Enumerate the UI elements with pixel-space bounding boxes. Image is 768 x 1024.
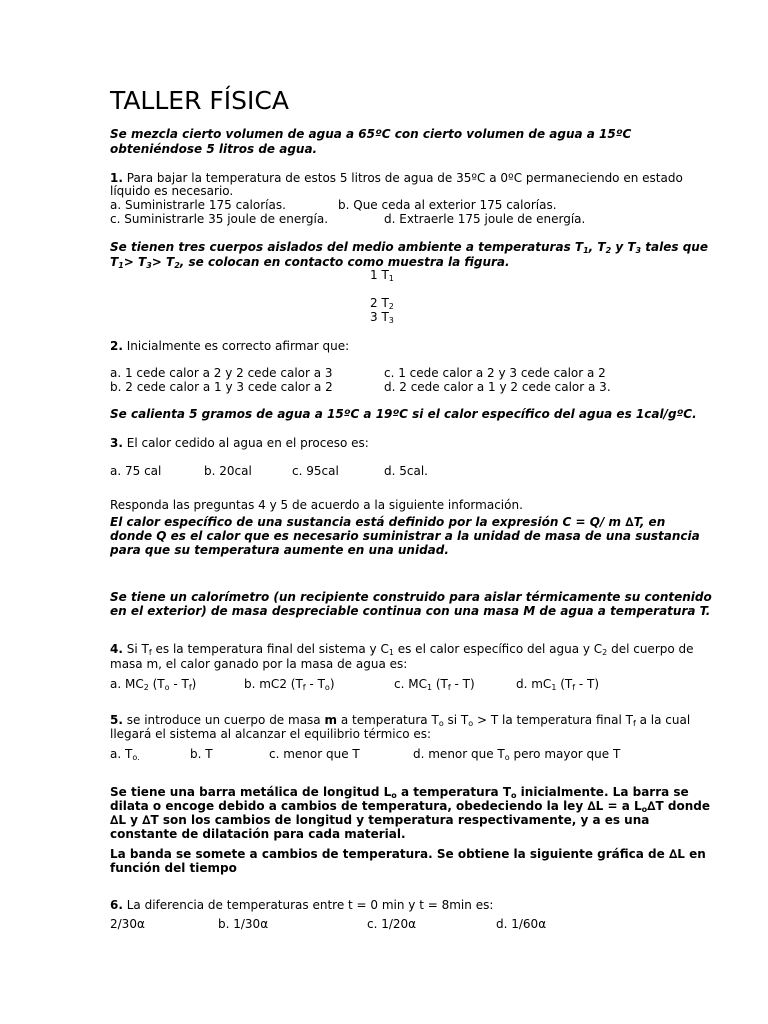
q5-line2: llegará el sistema al alcanzar el equilibrio térmico es: [110,727,432,741]
intro6-line2: dilata o encoge debido a cambios de temperatura, obedeciendo la ley ∆L = a $L_o\Delta T$ donde [110,799,710,814]
q1-line1 [110,171,683,185]
intro5-line1: Se tiene un calorímetro (un recipiente construido para aislar térmicamente su contenido [110,590,712,604]
q2-text: Inicialmente es correcto afirmar que: [126,339,350,353]
intro2-line1: Se tienen tres cuerpos aislados del medio ambiente a temperaturas $T_1$, $T_2$ y $T_3$ tales que [110,240,708,255]
q2-line [110,339,349,353]
q5-option-b: b. T [190,747,213,761]
q5-line1: 5. se introduce un cuerpo de masa m a temperatura $T_o$ si $T_o > T$ la temperatura final $T_f$ a la cual [110,713,691,728]
q3-option-d: d. 5cal. [384,464,428,478]
q4-option-a: a. $MC_2$ $(T_o - T_f)$ [110,677,197,692]
q1-option-d: d. Extraerle 175 joule de energía. [384,212,586,226]
q2-option-d: d. 2 cede calor a 1 y 2 cede calor a 3. [384,380,611,394]
q5-number: 5. [110,713,123,727]
q2-option-b: b. 2 cede calor a 1 y 3 cede calor a 2 [110,380,333,394]
q4-option-c: c. $MC_1$ $(T_f - T)$ [394,677,475,692]
q3-line [110,436,369,450]
q6-line [110,898,493,912]
intro1-line1: Se mezcla cierto volumen de agua a 65ºC con cierto volumen de agua a 15ºC [110,127,632,141]
intro2-line2: $T_1> T_3> T_2$, se colocan en contacto como muestra la figura. [110,255,510,270]
q6-text: La diferencia de temperaturas entre t = 0 min y t = 8min es: [126,898,494,912]
figure-body-1: 1 $T_1$ [370,268,394,283]
q3-text: El calor cedido al agua en el proceso es: [126,436,369,450]
intro7-line1: La banda se somete a cambios de temperatura. Se obtiene la siguiente gráfica de ∆L en [110,847,706,861]
info-line: Responda las preguntas 4 y 5 de acuerdo a la siguiente información. [110,498,523,512]
intro6-line1: Se tiene una barra metálica de longitud $L_o$ a temperatura $T_o$ inicialmente. La barra se [110,785,689,800]
intro3-line: Se calienta 5 gramos de agua a 15ºC a 19ºC si el calor específico del agua es 1cal/gºC. [110,407,697,421]
q2-number: 2. [110,339,123,353]
intro6-line3: ∆L y ∆T son los cambios de longitud y temperatura respectivamente, y a es una [110,813,650,827]
q5-option-a: a. $T_{o.}$ [110,747,140,762]
q4-option-b: b. mC2 $(T_f - T_o)$ [244,677,335,692]
q6-option-c: c. 1/20α [367,917,417,931]
q6-option-d: d. 1/60α [496,917,547,931]
q2-option-c: c. 1 cede calor a 2 y 3 cede calor a 2 [384,366,606,380]
q2-option-a: a. 1 cede calor a 2 y 2 cede calor a 3 [110,366,333,380]
page-title: TALLER FÍSICA [110,86,289,115]
q3-option-a: a. 75 cal [110,464,162,478]
intro4-line2: donde Q es el calor que es necesario suministrar a la unidad de masa de una sustancia [110,529,700,543]
q4-line2: masa m, el calor ganado por la masa de agua es: [110,657,408,671]
q1-option-b: b. Que ceda al exterior 175 calorías. [338,198,557,212]
q3-number: 3. [110,436,123,450]
figure-body-2: 2 $T_2$ [370,296,394,311]
q1-text: Para bajar la temperatura de estos 5 litros de agua de 35ºC a 0ºC permaneciendo en estado [126,171,683,185]
q1-option-c: c. Suministrarle 35 joule de energía. [110,212,329,226]
q4-number: 4. [110,642,123,656]
q6-number: 6. [110,898,123,912]
intro5-line2: en el exterior) de masa despreciable continua con una masa M de agua a temperatura T. [110,604,711,618]
q4-option-d: d. $mC_1$ $(T_f - T)$ [516,677,600,692]
intro6-line4: constante de dilatación para cada material. [110,827,406,841]
intro7-line2: función del tiempo [110,861,237,875]
q3-option-b: b. 20cal [204,464,252,478]
q1-number: 1. [110,171,123,185]
q1-line2: líquido es necesario. [110,184,234,198]
q6-option-b: b. 1/30α [218,917,269,931]
intro1-line2: obteniéndose 5 litros de agua. [110,142,318,156]
q5-option-c: c. menor que T [269,747,360,761]
q4-line1: 4. Si $T_f$ es la temperatura final del sistema y $C_1$ es el calor específico del agua y $C_2$ del cuerpo de [110,642,694,657]
intro4-line3: para que su temperatura aumente en una unidad. [110,543,449,557]
q6-option-a: 2/30α [110,917,145,931]
figure-body-3: 3 $T_3$ [370,310,394,325]
q3-option-c: c. 95cal [292,464,339,478]
intro4-line1: El calor específico de una sustancia está definido por la expresión C = Q/ m ∆T, en [110,515,666,529]
q1-option-a: a. Suministrarle 175 calorías. [110,198,286,212]
q5-option-d: d. menor que $T_o$ pero mayor que T [413,747,621,762]
